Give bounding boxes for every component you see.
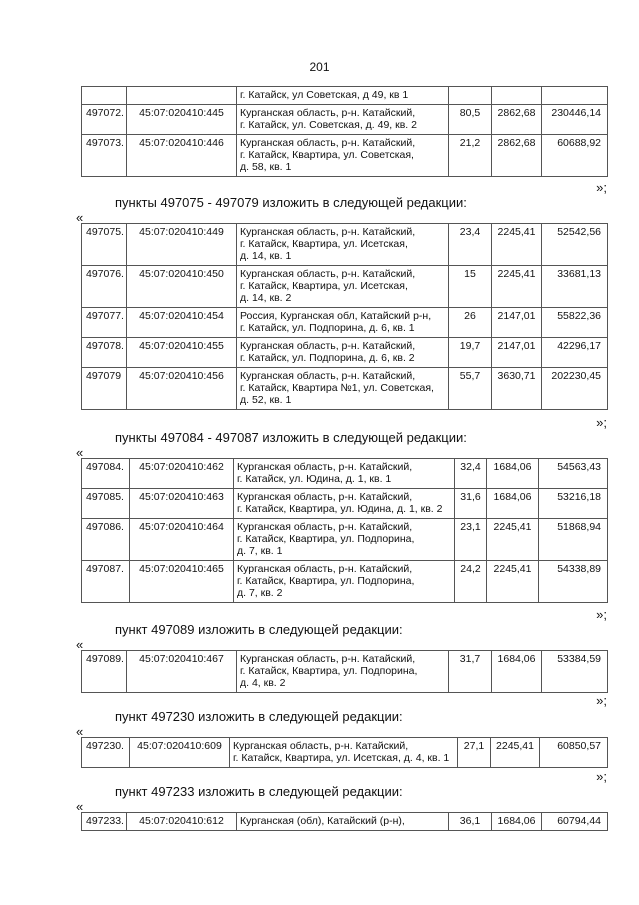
address-cell: Курганская область, р-н. Катайский, г. Катайск, ул. Подпорина, д. 6, кв. 2 bbox=[237, 338, 449, 368]
area-cell: 24,2 bbox=[455, 561, 487, 603]
row-number-cell: 497077. bbox=[82, 308, 127, 338]
area-cell: 36,1 bbox=[449, 813, 492, 831]
row-number-cell: 497087. bbox=[82, 561, 130, 603]
open-quote-3: « bbox=[76, 445, 84, 460]
value-cell bbox=[542, 87, 608, 105]
table-row bbox=[82, 561, 608, 603]
row-number-cell: 497076. bbox=[82, 266, 127, 308]
row-number-cell: 497089. bbox=[82, 651, 127, 693]
value-cell: 202230,45 bbox=[542, 368, 608, 410]
address-cell: Курганская область, р-н. Катайский, г. Катайск, ул. Юдина, д. 1, кв. 1 bbox=[234, 459, 455, 489]
table-row bbox=[82, 87, 608, 105]
cadastral-number-cell: 45:07:020410:454 bbox=[127, 308, 237, 338]
property-table-2 bbox=[81, 223, 608, 410]
value-cell: 60794,44 bbox=[542, 813, 608, 831]
rate-cell: 2245,41 bbox=[487, 561, 539, 603]
cadastral-number-cell: 45:07:020410:463 bbox=[130, 489, 234, 519]
end-quote-3: »; bbox=[596, 607, 607, 622]
row-number-cell: 497075. bbox=[82, 224, 127, 266]
cadastral-number-cell: 45:07:020410:445 bbox=[127, 105, 237, 135]
section-heading-497230: пункт 497230 изложить в следующей редакции: bbox=[115, 709, 403, 724]
address-cell: Курганская область, р-н. Катайский, г. Катайск, Квартира, ул. Подпорина, д. 4, кв. 2 bbox=[237, 651, 449, 693]
area-cell: 55,7 bbox=[449, 368, 492, 410]
rate-cell: 1684,06 bbox=[487, 489, 539, 519]
table-row bbox=[82, 489, 608, 519]
row-number-cell: 497073. bbox=[82, 135, 127, 177]
rate-cell: 2862,68 bbox=[492, 105, 542, 135]
property-table-4 bbox=[81, 650, 608, 693]
row-number-cell: 497086. bbox=[82, 519, 130, 561]
value-cell: 42296,17 bbox=[542, 338, 608, 368]
table-row bbox=[82, 135, 608, 177]
cadastral-number-cell: 45:07:020410:467 bbox=[127, 651, 237, 693]
rate-cell: 2245,41 bbox=[492, 266, 542, 308]
area-cell: 15 bbox=[449, 266, 492, 308]
area-cell: 31,6 bbox=[455, 489, 487, 519]
value-cell: 53384,59 bbox=[542, 651, 608, 693]
area-cell: 23,1 bbox=[455, 519, 487, 561]
row-number-cell bbox=[82, 87, 127, 105]
rate-cell: 3630,71 bbox=[492, 368, 542, 410]
row-number-cell: 497084. bbox=[82, 459, 130, 489]
value-cell: 53216,18 bbox=[539, 489, 608, 519]
cadastral-number-cell: 45:07:020410:609 bbox=[130, 738, 230, 768]
area-cell: 26 bbox=[449, 308, 492, 338]
row-number-cell: 497078. bbox=[82, 338, 127, 368]
value-cell: 55822,36 bbox=[542, 308, 608, 338]
rate-cell: 1684,06 bbox=[487, 459, 539, 489]
address-cell: Курганская область, р-н. Катайский, г. Катайск, Квартира, ул. Исетская, д. 4, кв. 1 bbox=[230, 738, 458, 768]
rate-cell: 2245,41 bbox=[491, 738, 540, 768]
cadastral-number-cell: 45:07:020410:450 bbox=[127, 266, 237, 308]
value-cell: 60850,57 bbox=[540, 738, 608, 768]
address-cell: Россия, Курганская обл, Катайский р-н, г. Катайск, ул. Подпорина, д. 6, кв. 1 bbox=[237, 308, 449, 338]
value-cell: 33681,13 bbox=[542, 266, 608, 308]
cadastral-number-cell: 45:07:020410:449 bbox=[127, 224, 237, 266]
area-cell: 80,5 bbox=[449, 105, 492, 135]
cadastral-number-cell: 45:07:020410:465 bbox=[130, 561, 234, 603]
value-cell: 52542,56 bbox=[542, 224, 608, 266]
property-table-1 bbox=[81, 86, 608, 177]
address-cell: г. Катайск, ул Советская, д 49, кв 1 bbox=[237, 87, 449, 105]
cadastral-number-cell: 45:07:020410:455 bbox=[127, 338, 237, 368]
open-quote-4: « bbox=[76, 637, 84, 652]
address-cell: Курганская область, р-н. Катайский, г. Катайск, Квартира, ул. Юдина, д. 1, кв. 2 bbox=[234, 489, 455, 519]
row-number-cell: 497233. bbox=[82, 813, 127, 831]
rate-cell: 1684,06 bbox=[492, 651, 542, 693]
table-row bbox=[82, 338, 608, 368]
section-heading-497075: пункты 497075 - 497079 изложить в следующей редакции: bbox=[115, 195, 467, 210]
address-cell: Курганская область, р-н. Катайский, г. Катайск, Квартира, ул. Исетская, д. 14, кв. 1 bbox=[237, 224, 449, 266]
row-number-cell: 497230. bbox=[82, 738, 130, 768]
rate-cell: 2245,41 bbox=[492, 224, 542, 266]
end-quote-5: »; bbox=[596, 769, 607, 784]
cadastral-number-cell: 45:07:020410:456 bbox=[127, 368, 237, 410]
value-cell: 60688,92 bbox=[542, 135, 608, 177]
area-cell: 19,7 bbox=[449, 338, 492, 368]
property-table-5 bbox=[81, 737, 608, 768]
open-quote-5: « bbox=[76, 724, 84, 739]
rate-cell: 2147,01 bbox=[492, 338, 542, 368]
table-row bbox=[82, 266, 608, 308]
area-cell: 32,4 bbox=[455, 459, 487, 489]
section-heading-497233: пункт 497233 изложить в следующей редакции: bbox=[115, 784, 403, 799]
table-row bbox=[82, 459, 608, 489]
end-quote-1: »; bbox=[596, 180, 607, 195]
rate-cell bbox=[492, 87, 542, 105]
open-quote-2: « bbox=[76, 210, 84, 225]
rate-cell: 2862,68 bbox=[492, 135, 542, 177]
table-row bbox=[82, 105, 608, 135]
value-cell: 54338,89 bbox=[539, 561, 608, 603]
table-row bbox=[82, 519, 608, 561]
property-table-6 bbox=[81, 812, 608, 831]
property-table-3 bbox=[81, 458, 608, 603]
address-cell: Курганская область, р-н. Катайский, г. Катайск, ул. Советская, д. 49, кв. 2 bbox=[237, 105, 449, 135]
end-quote-2: »; bbox=[596, 415, 607, 430]
address-cell: Курганская область, р-н. Катайский, г. Катайск, Квартира, ул. Подпорина, д. 7, кв. 1 bbox=[234, 519, 455, 561]
section-heading-497089: пункт 497089 изложить в следующей редакции: bbox=[115, 622, 403, 637]
page-number: 201 bbox=[309, 60, 330, 74]
row-number-cell: 497079 bbox=[82, 368, 127, 410]
area-cell: 31,7 bbox=[449, 651, 492, 693]
rate-cell: 2147,01 bbox=[492, 308, 542, 338]
table-row bbox=[82, 738, 608, 768]
cadastral-number-cell: 45:07:020410:464 bbox=[130, 519, 234, 561]
value-cell: 230446,14 bbox=[542, 105, 608, 135]
rate-cell: 2245,41 bbox=[487, 519, 539, 561]
end-quote-4: »; bbox=[596, 693, 607, 708]
row-number-cell: 497085. bbox=[82, 489, 130, 519]
table-row bbox=[82, 368, 608, 410]
table-row bbox=[82, 224, 608, 266]
address-cell: Курганская область, р-н. Катайский, г. Катайск, Квартира, ул. Советская, д. 58, кв. 1 bbox=[237, 135, 449, 177]
cadastral-number-cell: 45:07:020410:462 bbox=[130, 459, 234, 489]
table-row bbox=[82, 813, 608, 831]
cadastral-number-cell: 45:07:020410:612 bbox=[127, 813, 237, 831]
rate-cell: 1684,06 bbox=[492, 813, 542, 831]
area-cell bbox=[449, 87, 492, 105]
cadastral-number-cell bbox=[127, 87, 237, 105]
section-heading-497084: пункты 497084 - 497087 изложить в следующей редакции: bbox=[115, 430, 467, 445]
area-cell: 27,1 bbox=[458, 738, 491, 768]
table-row bbox=[82, 651, 608, 693]
row-number-cell: 497072. bbox=[82, 105, 127, 135]
address-cell: Курганская область, р-н. Катайский, г. Катайск, Квартира №1, ул. Советская, д. 52, кв. 1 bbox=[237, 368, 449, 410]
area-cell: 23,4 bbox=[449, 224, 492, 266]
address-cell: Курганская область, р-н. Катайский, г. Катайск, Квартира, ул. Подпорина, д. 7, кв. 2 bbox=[234, 561, 455, 603]
open-quote-6: « bbox=[76, 799, 84, 814]
table-row bbox=[82, 308, 608, 338]
value-cell: 54563,43 bbox=[539, 459, 608, 489]
value-cell: 51868,94 bbox=[539, 519, 608, 561]
address-cell: Курганская область, р-н. Катайский, г. Катайск, Квартира, ул. Исетская, д. 14, кв. 2 bbox=[237, 266, 449, 308]
cadastral-number-cell: 45:07:020410:446 bbox=[127, 135, 237, 177]
area-cell: 21,2 bbox=[449, 135, 492, 177]
address-cell: Курганская (обл), Катайский (р-н), bbox=[237, 813, 449, 831]
